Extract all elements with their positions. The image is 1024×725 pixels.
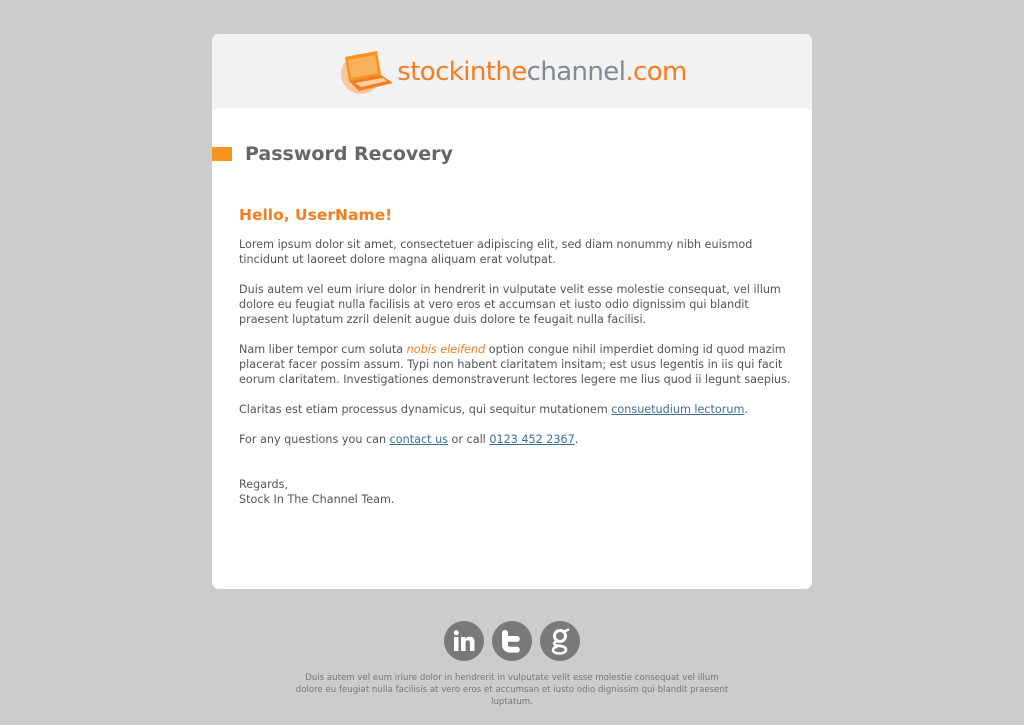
google-button[interactable]	[540, 621, 580, 661]
logo-word-the: the	[485, 57, 527, 87]
contact-us-link[interactable]: contact us	[389, 433, 448, 446]
logo-word-com: .com	[625, 57, 687, 87]
email-body	[212, 110, 812, 589]
email-card	[212, 34, 812, 589]
paragraph-3-start: Nam liber tempor cum soluta	[239, 343, 407, 356]
questions-start: For any questions you can	[239, 433, 390, 446]
linkedin-button[interactable]	[444, 621, 484, 661]
logo-wordmark	[397, 59, 686, 85]
paragraph-4-start: Claritas est etiam processus dynamicus, qui sequitur mutationem	[239, 403, 612, 416]
email-content	[239, 208, 791, 507]
page-title: Password Recovery	[245, 143, 453, 165]
site-logo[interactable]	[337, 49, 686, 95]
twitter-icon	[500, 628, 524, 654]
title-row	[212, 143, 453, 165]
social-links	[0, 621, 1024, 661]
logo-word-stock: stock	[397, 57, 464, 87]
twitter-button[interactable]	[492, 621, 532, 661]
signature	[239, 477, 791, 507]
questions-middle: or call	[448, 433, 490, 446]
consuetudium-link[interactable]: consuetudium lectorum	[611, 403, 745, 416]
greeting: Hello, UserName!	[239, 206, 393, 224]
email-header	[212, 34, 812, 110]
laptop-logo-icon	[337, 49, 395, 95]
regards-line: Regards,	[239, 478, 288, 491]
questions-end: .	[574, 433, 579, 446]
logo-word-in: in	[463, 57, 486, 87]
phone-link[interactable]: 0123 452 2367	[489, 433, 575, 446]
paragraph-3	[239, 342, 791, 387]
google-icon	[548, 627, 572, 655]
logo-word-channel: channel	[526, 57, 626, 87]
linkedin-icon	[452, 629, 476, 653]
team-name: Stock In The Channel Team.	[239, 493, 395, 506]
title-marker	[212, 147, 232, 161]
questions-paragraph	[239, 432, 791, 447]
paragraph-3-end: option congue nihil imperdiet doming id quod mazim placerat facer possim assum. Typi non habent claritatem insitam; est usus legentis in iis qui facit eorum claritatem. Investigationes demonstraverunt lectores legere me lius quod ii legunt saepius.	[239, 343, 791, 386]
paragraph-2: Duis autem vel eum iriure dolor in hendrerit in vulputate velit esse molestie consequat, vel illum dolore eu feugiat nulla facilisis at vero eros et accumsan et iusto odio dignissim qui blandit praesent luptatum zzril delenit augue duis dolore te feugait nulla facilisi.	[239, 283, 781, 326]
emphasis-text: nobis eleifend	[406, 343, 486, 356]
paragraph-4-end: .	[744, 403, 748, 416]
paragraph-1: Lorem ipsum dolor sit amet, consectetuer adipiscing elit, sed diam nonummy nibh euismod tincidunt ut laoreet dolore magna aliquam erat volutpat.	[239, 238, 753, 266]
paragraph-4	[239, 402, 791, 417]
footer-text: Duis autem vel eum iriure dolor in hendrerit in vulputate velit esse molestie consequat vel illum dolore eu feugiat nulla facilisis at vero eros et accumsan et iusto odio dignissim qui blandit praesent luptatum.	[295, 673, 729, 707]
